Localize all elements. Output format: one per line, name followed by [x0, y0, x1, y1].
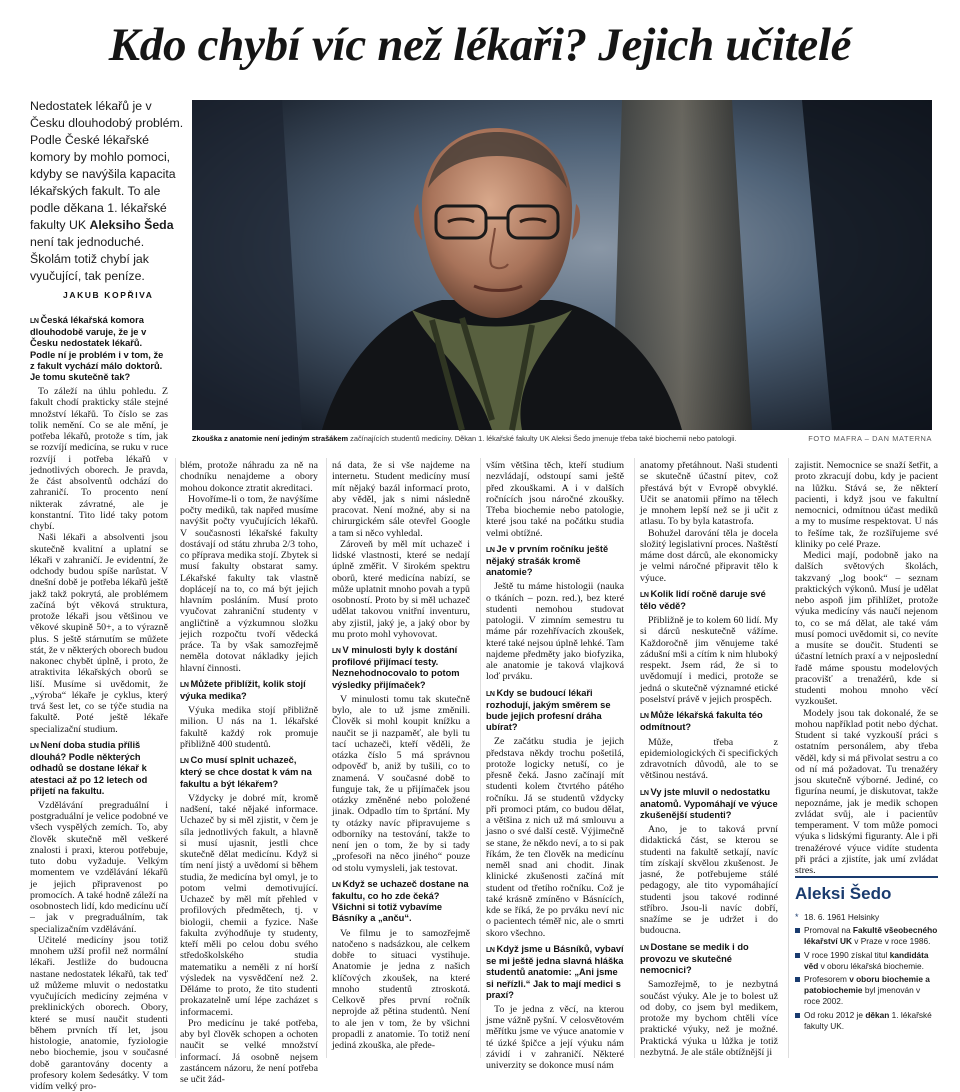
ln-tag: LN — [486, 690, 495, 698]
ln-tag: LN — [30, 318, 39, 325]
question-text: Kolik lidí ročně daruje své tělo vědě? — [640, 588, 766, 611]
question-text: Není doba studia příliš dlouhá? Podle některých odhadů se dostane lékař k atestaci až po 12 letech od přijetí na fakultu. — [30, 739, 148, 796]
bio-item — [795, 950, 938, 972]
answer-paragraph: Modely jsou tak dokonalé, že se mohou například potit nebo dýchat. Student si také vyzkouší práci s ostatním personálem, aby třeba věděl, kdy si má přivolat sestru a co od ní má požadovat. Tu trenažéry jsou skutečně výborné. Jediné, co figurína neumí, je diskutovat, takže nepoznáme, jak je medik schopen zvládat svůj, ale i pacientův temperament. V tom může pomoci výuka s lidskými figuranty. Ale i při trenažérové výuce vidíte studenta při práci a zjistíte, jak umí zvládat stres. — [795, 707, 938, 876]
bio-text: Promoval na — [804, 925, 853, 936]
answer-paragraph: Výuka medika stojí přibližně milion. U nás na 1. lékařské fakultě každý rok promuje přibližně 400 studentů. — [180, 705, 318, 750]
ln-tag: LN — [332, 648, 341, 655]
question-text: Může lékařská fakulta téo odmítnout? — [640, 710, 763, 733]
bio-box — [795, 876, 938, 1058]
lead-paragraph — [30, 98, 188, 285]
headline: Kdo chybí víc než lékaři? Jejich učitelé — [108, 19, 852, 71]
answer-paragraph: ná data, že si vše najdeme na internetu. Student medicíny musí mít nějaký bazál informací proto, aby věděl, jak s nimi následně pracovat. Není možné, aby si na chirurgickém sále otevřel Google a tam si něco vyhledal. — [332, 460, 470, 539]
bio-text: 1. lékařské fakulty UK. — [804, 1009, 932, 1031]
portrait-illustration — [192, 100, 932, 430]
article-column-4 — [486, 460, 624, 1072]
question-text: Když se uchazeč dostane na fakultu, co ho zde čeká? Všichni si totiž vybavíme Básníky a „anču“. — [332, 878, 469, 924]
bio-text: V roce 1990 získal titul — [804, 949, 890, 960]
ln-tag: LN — [486, 946, 495, 954]
question-text: Když jsme u Básníků, vybaví se mi ještě jedna slavná hláška studentů anatomie: „Ani jsme si neřízli.“ Jak to mají medici s praxí? — [486, 943, 624, 1000]
answer-paragraph: Hovoříme-li o tom, že navýšíme počty mediků, tak napřed musíme navýšit počty vyučujících lékařů. V současnosti lékařské fakulty dostávají od státu zhruba 2/3 toho, co příprava medika stojí. Zbytek si musí fakulty obstarat samy. Lékařské fakulty tak vlastně doplácejí na to, co má být jejich hlavním posláním. Musí proto vyučovat zahraniční studenty v angličtině a výzkumnou složku jejich rozpočtu tvoří vědecká práce. Ta by však samozřejmě neměla dotovat nákladky jejich hlavní činnosti. — [180, 493, 318, 674]
article-column-5 — [640, 460, 778, 1058]
ln-tag: LN — [640, 713, 649, 721]
answer-paragraph: blém, protože náhradu za ně na chodníku nenajdeme a obory mohou dokonce ztratit akreditaci. — [180, 460, 318, 494]
ln-tag: LN — [640, 944, 649, 952]
question — [640, 787, 778, 822]
article-column-3 — [332, 460, 470, 1058]
column-divider — [788, 458, 789, 1058]
question-text: V minulosti byly k dostání profilové přijímací testy. Neznehodnocovalo to potom výsledky přijímaček? — [332, 645, 460, 690]
column-divider — [326, 458, 327, 1058]
answer-paragraph: Přibližně je to kolem 60 lidí. My si dárců neskutečně vážíme. Každoročně jim věnujeme také zádušní mši a cítím k nim hluboký respekt. Jsem rád, že si to uvědomují i medici, protože se jedná o skutečně významné etické poselství právě v jejich prospěch. — [640, 615, 778, 705]
ln-tag: LN — [332, 881, 341, 889]
question — [486, 688, 624, 734]
question-text: Vy jste mluvil o nedostatku anatomů. Vypomáhají ve výuce zkušenější studenti? — [640, 786, 778, 820]
answer-paragraph: Ze začátku studia je jejich představa někdy trochu pošetilá, protože logicky netuší, co je přesně čeká. Jasno začínají mít studenti kolem čtvrtého pátého ročníku. Já se studentů vždycky při promoci ptám, co budou dělat, a většina z nich už má smlouvu a jasno o své další cestě. Výjimečně se stane, že někdo neví, a to si pak říkám, že ten člověk na medicínu neměl snad ani chodit. Jinak klinické zkušenosti začíná mít student od třetího ročníku. Což je také krásně zmíněno v Básnících, kde se říká, že po prváku neví nic o pacientech téměř nic, ale o smrti skoro všechno. — [486, 736, 624, 939]
caption-lead: Zkouška z anatomie není jediným strašákem — [192, 434, 349, 443]
bio-item — [795, 974, 938, 1008]
article-column-6 — [795, 460, 938, 876]
square-bullet-icon — [795, 928, 800, 933]
question — [486, 544, 624, 579]
ln-tag: LN — [486, 546, 495, 554]
caption-text: začínajících studentů medicíny. Děkan 1. lékařské fakulty UK Aleksi Šedo jmenuje třeba také biochemii nebo patologii. — [348, 434, 737, 443]
bio-text: Profesorem — [804, 974, 850, 985]
bio-text: v oboru lékařská biochemie. — [818, 960, 924, 971]
photo-caption — [192, 434, 932, 443]
answer-paragraph: To je jedna z věcí, na kterou jsme vážně pyšní. V celosvětovém měřítku jsme ve výuce anatomie v té úzké špičce a její výuku nám závidí i v zahraničí. Některé univerzity se dokonce musí nám — [486, 1003, 624, 1072]
bio-item — [795, 1010, 938, 1032]
answer-paragraph: Ve filmu je to samozřejmě natočeno s nadsázkou, ale celkem dobře to situaci vystihuje. Anatomie je jedna z našich klíčových zkoušek, na které mnoho studentů ztroskotá. Celkově přes první ročník neprojde až pětina studentů. Není to ale jen v tom, že by všichni propadli z anatomie. To totiž není jediná zkouška, ale přede- — [332, 927, 470, 1052]
question — [30, 740, 168, 797]
answer-paragraph: vším většina těch, kteří studium nezvládají, odstoupí sami ještě před zkouškami. A i v dalších ročnících jsou náročné zkoušky. Třeba biochemie nebo patologie, které jsou také na počátku studia velmi obtížné. — [486, 460, 624, 539]
star-icon: * — [795, 912, 799, 922]
column-divider — [634, 458, 635, 1058]
bio-text: byl jmenován v roce 2002. — [804, 985, 921, 1007]
question — [640, 710, 778, 733]
answer-paragraph: anatomy přetáhnout. Naši studenti se skutečně účastní pitev, což přestává být v Evropě obvyklé. Učit se anatomii přímo na tělech je mnohem lepší než se ji učit z atlasu. To by byla katastrofa. — [640, 460, 778, 528]
answer-paragraph: Samozřejmě, to je nezbytná součást výuky. Ale je to bolest už od doby, co jsem byl medikem, protože my bychom chtěli více praktické výuky, než je možné. Praktická výuka u lůžka je totiž nezbytná. Je ale stále obtížnější ji — [640, 979, 778, 1058]
answer-paragraph: Bohužel darování těla je docela složitý legislativní proces. Naštěstí máme dost dárců, ale ekonomicky je velmi náročné připravit tělo k výuce. — [640, 527, 778, 584]
column-divider — [175, 458, 176, 1058]
question — [180, 679, 318, 702]
answer-paragraph: Učitelé medicíny jsou totiž mnohem užší profil než normální lékaři. Jestliže do budoucna nastane nedostatek lékařů, tak teď už můžeme mluvit o nedostatku vyučujících medicíny zejména v preklinických oborech. Obory, které se musí naučit studenti během prvních tří let, jsou histologie, anatomie, fyziologie nebo biochemie, jsou v současné době garantovány docenty a profesory kolem šedesátky. V tom vidím velký pro- — [30, 934, 168, 1092]
square-bullet-icon — [795, 953, 800, 958]
bio-name: Aleksi Šedo — [795, 884, 892, 903]
question — [30, 315, 168, 383]
answer-paragraph: Ano, je to taková první didaktická část, se kterou se studenti na fakultě setkají, navíc tím získají skvělou zkušenost. Je jasné, že potřebujeme stálé pedagogy, ale tito vypomáhající studenti jsou takové rodinné stříbro. Jsou-li navíc dobří, snažíme se je udržet i do budoucna. — [640, 824, 778, 937]
portrait-photo — [192, 100, 932, 430]
question — [180, 755, 318, 790]
answer-paragraph: Ještě tu máme histologii (nauka o tkáních – pozn. red.), bez které studenti nemohou studovat patologii. V zimním semestru tu máme pár rozehřívacích zkoušek, které také nejsou úplně lehké. Tam najdeme předměty jako biofyzika, ale anatomie je taková vlajková loď prváku. — [486, 581, 624, 683]
lead-text-1: Nedostatek lékařů je v Česku dlouhodobý problém. Podle České lékařské komory by mohlo pomoci, kdyby se navýšila kapacita lékařských fakult. To ale podle děkana 1. lékařské fakulty UK — [30, 99, 184, 232]
answer-paragraph: Může, třeba z epidemiologických či specifických zdravotních důvodů, ale to se většinou nestává. — [640, 736, 778, 782]
lead-text-2: není tak jednoduché. Školám totiž chybí jak vyučující, tak peníze. — [30, 235, 149, 283]
lead-name: Aleksiho Šeda — [89, 218, 174, 232]
bio-born — [795, 912, 938, 923]
column-divider — [480, 458, 481, 1058]
answer-paragraph: zajistit. Nemocnice se snaží šetřit, a proto zkracují dobu, kdy je pacient na lůžku. Stává se, že některí pacienti, i když jsou ve fakultní nemocnici, odmítnou účast mediků a my to musíme respektovat. U nás to řešíme tak, že rozšiřujeme své kliniky po celé Praze. — [795, 460, 938, 550]
answer-paragraph: Vždycky je dobré mít, kromě nadšení, také nějaké informace. Uchazeč by si měl zjistit, v čem je síla jednotlivých fakult, a hlavně si musí ujasnit, jestli chce skutečně dělat medicínu. Když si tím není jistý a uvědomí si během studia, že medicína byl omyl, je to potom velmi demotivující. Uchazeč by měl mít přehled v profilových předmětech, tj. v biologii, chemii a fyzice. Naše fakulta zvýhodňuje ty studenty, kteří měli po celou dobu svého středoškolského studia matematiku a neměli z ní horší výsledek na vysvědčení než 2. Děláme to proto, že tito studenti prokazatelně umí lépe zacházet s informacemi. — [180, 792, 318, 1018]
answer-paragraph: Medici mají, podobně jako na dalších světových školách, takzvaný „log book“ – seznam praktických výkonů. Musí je udělat nebo aspoň jim přihlížet, protože výuka medicíny vás naučí nejenom to, co se má dělat, ale také vám musí pomoci uvědomit si, co nevíte a musíte se doučit. Studenti se účastní letních praxí a v nejposlední řadě máme spoustu modelových pracovišť a trenažérů, kde si studenti mohou mnoho věcí vyzkoušet. — [795, 550, 938, 708]
bio-text: v Praze v roce 1986. — [851, 936, 931, 947]
question-text: Je v prvním ročníku ještě nějaký strašák kromě anatomie? — [486, 543, 609, 578]
question-text: Kdy se budoucí lékaři rozhodují, jakým směrem se bude jejich profesní dráha ubírat? — [486, 687, 611, 733]
byline: JAKUB KOPŘIVA — [63, 290, 154, 300]
ln-tag: LN — [180, 681, 189, 689]
bio-text-bold: kandidáta věd — [804, 949, 929, 971]
answer-paragraph: Naši lékaři a absolventi jsou skutečně kvalitní a uplatní se lékaři v zahraničí. Je evidentní, že odchody budou spíše narůstat. V dnešní době je potřeba lékařů ještě jakž takž pokrytá, ale problémem začíná být věková struktura, protože lékaři jsou většinou ve věkové skupině 50+, a to výrazně plus. S ještě stárnutím se můžete stát, že v některých oborech budou nakonec chybět úplně, i proto, že atraktivita lékařských oborů se liší. Musíme si uvědomit, že „výroba“ lékaře je cyklus, který trvá šest let, co se týče studia na fakultě. Poté ještě lékaře specializační studium. — [30, 532, 168, 735]
question — [332, 879, 470, 925]
article-column-1 — [30, 310, 168, 1092]
article-column-2 — [180, 460, 318, 1086]
bio-born-text: 18. 6. 1961 Helsinky — [804, 912, 880, 922]
answer-paragraph: Pro medicínu je také potřeba, aby byl člověk schopen a ochoten naučit se velké množství informací. Já osobně nejsem zastáncem názoru, že není potřeba se učit žád- — [180, 1017, 318, 1086]
question-text: Co musí splnit uchazeč, který se chce dostat k vám na fakultu a být lékařem? — [180, 755, 312, 789]
answer-paragraph: V minulosti tomu tak skutečně bylo, ale to už jsme změnili. Člověk si mohl koupit knížku a naučit se ji nazpaměť, ale byli tu tací uchazeči, kteří věděli, že otázka číslo 5 má správnou odpověď b, aniž by tušili, co to znamená. V současné době to funguje tak, že u přijímaček jsou otázky změněné nebo položené jinak. Odpadlo tím to šprtání. My ty otázky navíc připravujeme s odborníky na testování, takže to není jen o tom, že by si tady „profesoři na něco jiného“ pouze od stolu vymysleli, jak testovat. — [332, 693, 470, 874]
question — [640, 942, 778, 977]
answer-paragraph: Zároveň by měl mít uchazeč i lidské vlastnosti, které se nedají úplně změřit. V širokém spektru oborů, které medicína nabízí, se může uplatnit mnoho povah a typů osobností. Proto by si měl uchazeč udělat takovou vnitřní inventuru, aby zjistil, jaký je, a jaký obor by mu proto mohl vyhovovat. — [332, 538, 470, 640]
answer-paragraph: Vzdělávání pregraduální i postgraduální je velice podobné ve všech vyspělých zemích. To, aby člověk skutečně měl veškeré znalosti i praxi, kterou potřebuje, tuto dobu vyžaduje. Velkým momentem ve vzdělávání lékařů je jejich připravenost po promocích. A také hodně záleží na osobnostech lidí, kdo medicínu učí – jak v pregraduálním, tak specializačním vzdělávání. — [30, 799, 168, 935]
square-bullet-icon — [795, 1013, 800, 1018]
square-bullet-icon — [795, 977, 800, 982]
question-text: Dostane se medik i do provozu ve skutečné nemocnici? — [640, 941, 749, 976]
question — [486, 944, 624, 1001]
question-text: Můžete přiblížit, kolik stojí výuka medika? — [180, 678, 306, 701]
bio-text-bold: Fakultě všeobecného lékařství UK — [804, 925, 938, 947]
bio-item — [795, 925, 938, 947]
question-text: Česká lékařská komora dlouhodobě varuje, že je v Česku nedostatek lékařů. Podle ní je problém i v tom, že z fakult vychází málo doktorů. Je tomu skutečně tak? — [30, 315, 164, 383]
photo-credit: FOTO MAFRA – DAN MATERNA — [808, 434, 932, 443]
answer-paragraph: To záleží na úhlu pohledu. Z fakult chodí prakticky stále stejné množství lékařů. To číslo se zas tolik nemění. Co se ale mění, je potřeba lékařů, protože s tím, jak se rozvíjí medicína, se ruku v ruce rozvíjí i potřeba lékařů v jednotlivých oborech. Je pravda, že část absolventů odchází do zahraničí. To procento není nikterak závratné, ale je konstantní. Tito lidé taky potom chybí. — [30, 386, 168, 533]
question — [640, 589, 778, 612]
ln-tag: LN — [30, 742, 39, 750]
ln-tag: LN — [640, 789, 649, 797]
bio-text-bold: děkan — [865, 1009, 890, 1020]
question — [332, 645, 470, 691]
ln-tag: LN — [180, 758, 189, 766]
ln-tag: LN — [640, 591, 649, 599]
bio-text-bold: v oboru biochemie a patobiochemie — [804, 974, 930, 996]
bio-text: Od roku 2012 je — [804, 1009, 866, 1020]
